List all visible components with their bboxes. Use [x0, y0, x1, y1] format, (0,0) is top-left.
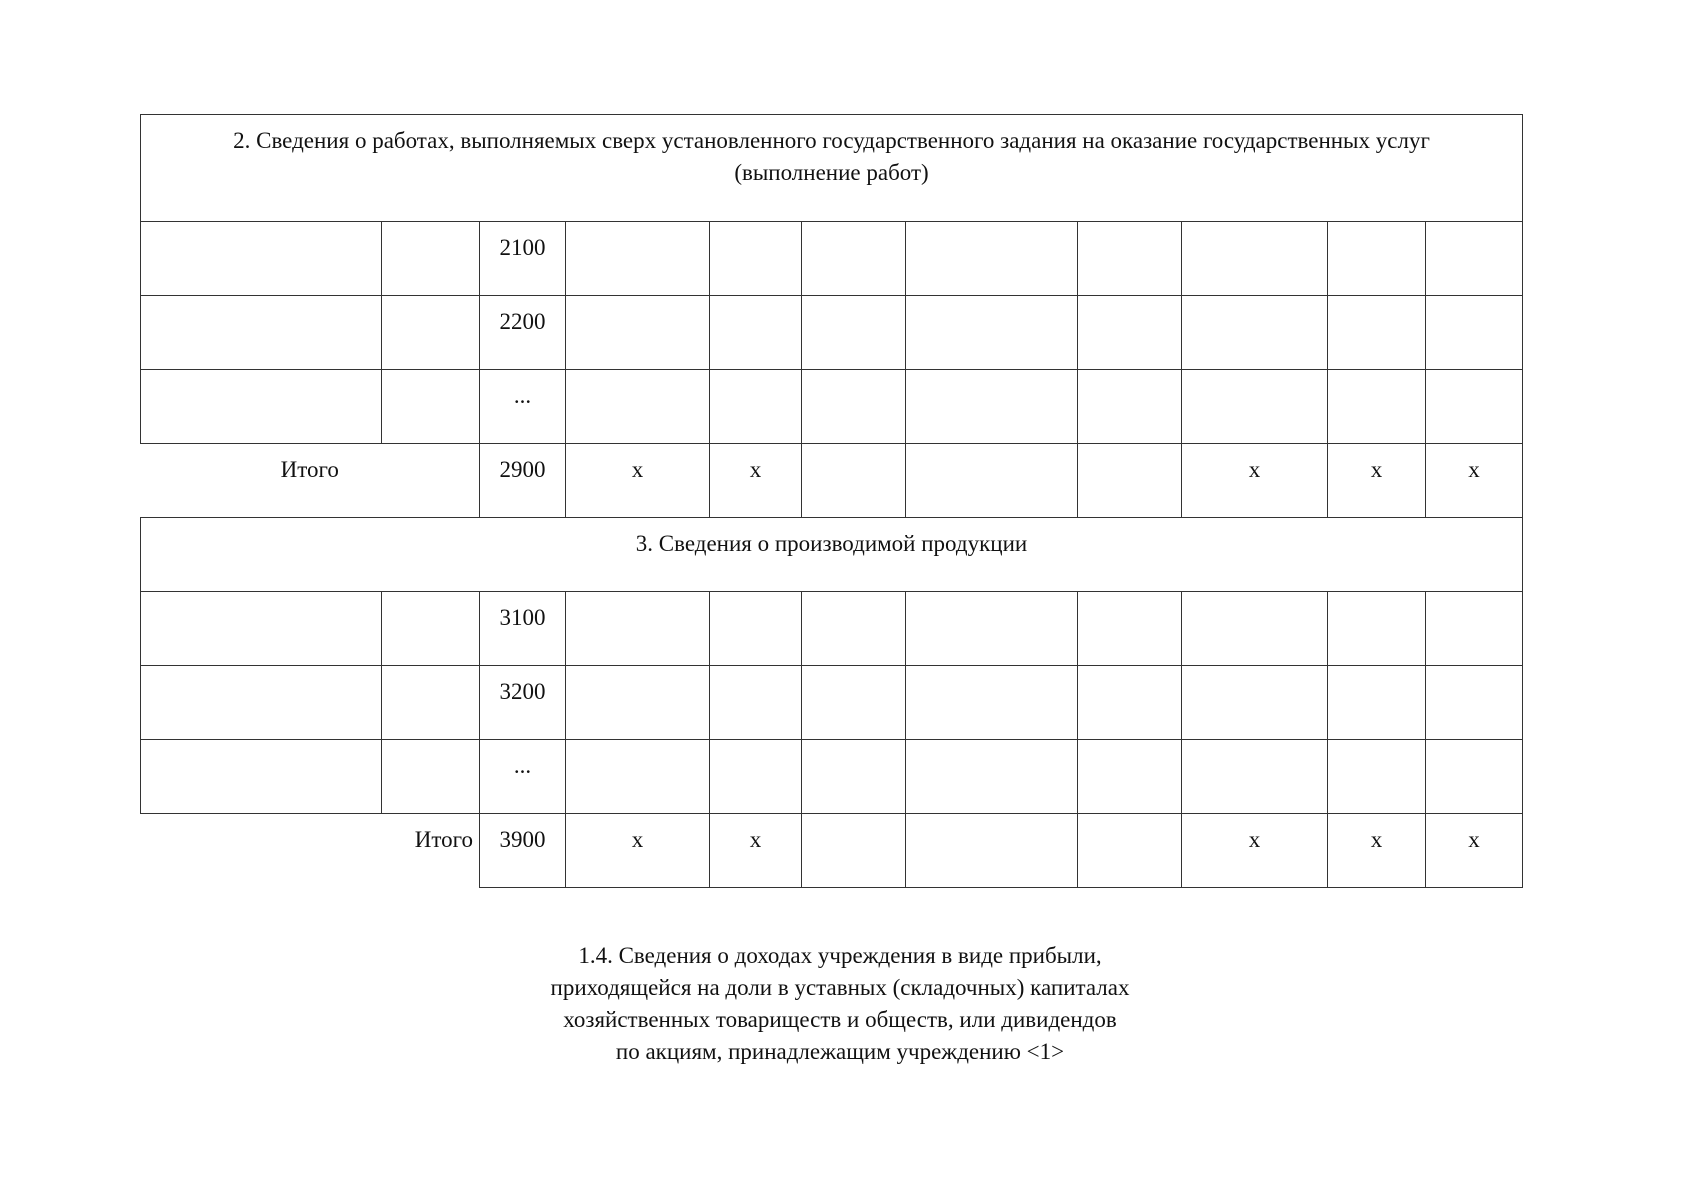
row-code: 3100 — [480, 592, 566, 666]
table-cell — [566, 666, 710, 740]
x-mark: x — [710, 814, 802, 888]
x-mark: x — [1328, 814, 1426, 888]
row-code: ... — [480, 740, 566, 814]
table-cell — [710, 222, 802, 296]
table-cell — [1182, 740, 1328, 814]
table-cell — [141, 740, 382, 814]
table-cell — [802, 444, 906, 518]
table-cell — [906, 814, 1078, 888]
table-cell — [906, 592, 1078, 666]
table-cell — [802, 296, 906, 370]
table-cell — [906, 666, 1078, 740]
table-cell — [1426, 370, 1523, 444]
table-cell — [382, 222, 480, 296]
x-mark: x — [566, 814, 710, 888]
caption-line: хозяйственных товариществ и обществ, или дивидендов — [563, 1007, 1117, 1032]
total-code: 2900 — [480, 444, 566, 518]
table-cell — [710, 296, 802, 370]
table-row — [141, 370, 1523, 444]
table-cell — [906, 296, 1078, 370]
x-mark: x — [1328, 444, 1426, 518]
total-row — [141, 444, 1523, 518]
caption-line: приходящейся на доли в уставных (складочных) капиталах — [550, 975, 1130, 1000]
table-cell — [1328, 296, 1426, 370]
table-cell — [141, 222, 382, 296]
total-label: Итого — [280, 457, 339, 482]
caption-line: 1.4. Сведения о доходах учреждения в виде прибыли, — [578, 943, 1102, 968]
table-cell — [141, 370, 382, 444]
table-cell — [710, 666, 802, 740]
table-cell — [566, 370, 710, 444]
table-cell — [1426, 222, 1523, 296]
row-code: 2100 — [480, 222, 566, 296]
table-cell — [710, 592, 802, 666]
table-cell — [1182, 296, 1328, 370]
table-cell — [1078, 592, 1182, 666]
table-row — [141, 592, 1523, 666]
table-cell — [802, 814, 906, 888]
table-cell — [1078, 814, 1182, 888]
table-cell — [566, 296, 710, 370]
table-cell — [710, 370, 802, 444]
x-mark: x — [1182, 814, 1328, 888]
total-label: Итого — [414, 827, 473, 852]
table-cell — [1182, 666, 1328, 740]
x-mark: x — [1426, 444, 1523, 518]
table-row — [141, 222, 1523, 296]
table-cell — [141, 296, 382, 370]
caption-line: по акциям, принадлежащим учреждению <1> — [615, 1039, 1065, 1064]
table-cell — [382, 592, 480, 666]
table-cell — [382, 370, 480, 444]
table-cell — [382, 740, 480, 814]
table-cell — [1182, 370, 1328, 444]
total-code: 3900 — [480, 814, 566, 888]
table-cell — [906, 370, 1078, 444]
table-cell — [141, 666, 382, 740]
table-cell — [1426, 666, 1523, 740]
table-row — [141, 296, 1523, 370]
table-cell — [710, 740, 802, 814]
table-cell — [1078, 370, 1182, 444]
table-row — [141, 666, 1523, 740]
table-cell — [1426, 740, 1523, 814]
table-cell — [1078, 666, 1182, 740]
table-cell — [1182, 222, 1328, 296]
x-mark: x — [1182, 444, 1328, 518]
table-cell — [382, 666, 480, 740]
table-cell — [566, 740, 710, 814]
row-code: 3200 — [480, 666, 566, 740]
table-cell — [802, 740, 906, 814]
section-2-heading: 2. Сведения о работах, выполняемых сверх установленного государственного задания на оказание государственных услуг (выполнение работ) — [141, 115, 1523, 222]
table-cell — [566, 592, 710, 666]
table-cell — [382, 296, 480, 370]
total-row — [141, 814, 1523, 888]
row-code: 2200 — [480, 296, 566, 370]
table-cell — [1426, 592, 1523, 666]
table-cell — [1078, 740, 1182, 814]
report-form-table — [140, 114, 1523, 888]
table-cell — [1328, 222, 1426, 296]
table-cell — [802, 592, 906, 666]
table-cell — [1328, 592, 1426, 666]
section-3-heading: 3. Сведения о производимой продукции — [141, 518, 1523, 592]
table-cell — [906, 740, 1078, 814]
x-mark: x — [1426, 814, 1523, 888]
table-cell — [906, 444, 1078, 518]
table-cell — [906, 222, 1078, 296]
table-row — [141, 740, 1523, 814]
table-cell — [1078, 444, 1182, 518]
table-cell — [802, 222, 906, 296]
table-cell — [802, 370, 906, 444]
table-cell — [1182, 592, 1328, 666]
table-cell — [1078, 296, 1182, 370]
table-cell — [1426, 296, 1523, 370]
table-cell — [1078, 222, 1182, 296]
table-cell — [1328, 666, 1426, 740]
x-mark: x — [710, 444, 802, 518]
table-cell — [802, 666, 906, 740]
table-cell — [141, 592, 382, 666]
table-cell — [566, 222, 710, 296]
x-mark: x — [566, 444, 710, 518]
table-cell — [1328, 370, 1426, 444]
row-code: ... — [480, 370, 566, 444]
section-1-4-caption — [500, 940, 1180, 1068]
table-cell — [1328, 740, 1426, 814]
